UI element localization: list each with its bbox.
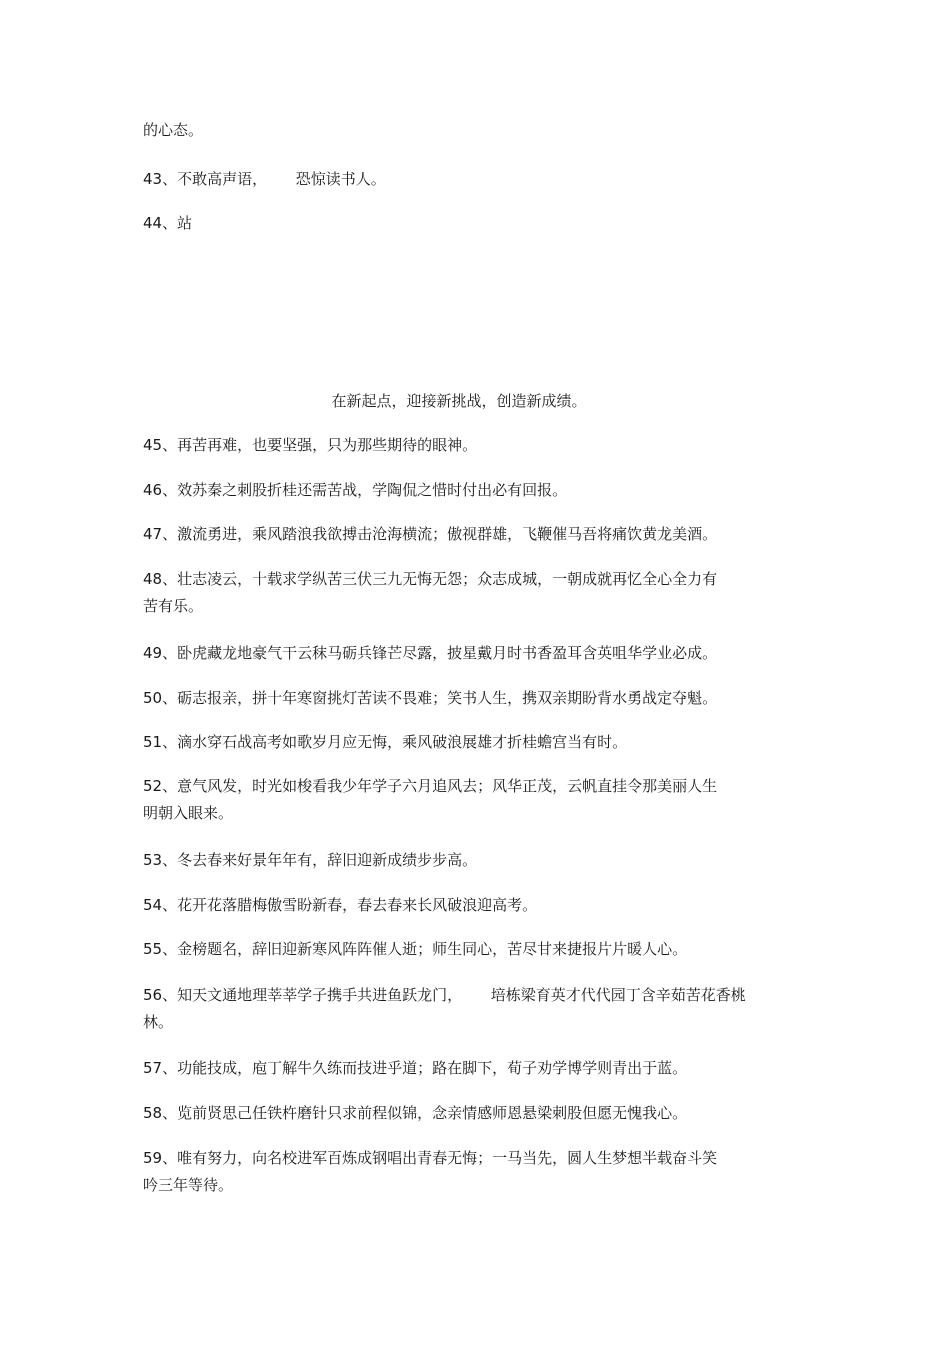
section-heading: 在新起点，迎接新挑战，创造新成绩。 [331,392,587,410]
text-line: 59、唯有努力，向名校进军百炼成钢唱出青春无悔；一马当先，圆人生梦想半载奋斗笑 [143,1149,718,1167]
text-line: 57、功能技成，庖丁解牛久练而技进乎道；路在脚下，荀子劝学博学则青出于蓝。 [143,1059,688,1077]
text-line: 43、不敢高声语， 恐惊读书人。 [143,170,386,188]
text-line: 56、知天文通地理莘莘学子携手共进鱼跃龙门， 培栋梁育英才代代园丁含辛茹苦花香桃 [143,986,746,1004]
text-line: 48、壮志凌云，十载求学纵苦三伏三九无悔无怨；众志成城，一朝成就再忆全心全力有 [143,570,718,588]
text-line: 49、卧虎藏龙地豪气干云秣马砺兵锋芒尽露，披星戴月时书香盈耳含英咀华学业必成。 [143,644,718,662]
text-line: 47、激流勇进，乘风踏浪我欲搏击沧海横流；傲视群雄，飞鞭催马吾将痛饮黄龙美酒。 [143,525,718,543]
text-line: 50、砺志报亲，拼十年寒窗挑灯苦读不畏难；笑书人生，携双亲期盼背水勇战定夺魁。 [143,689,718,707]
text-line: 46、效苏秦之刺股折桂还需苦战，学陶侃之惜时付出必有回报。 [143,481,568,499]
text-line: 44、站 [143,214,193,232]
text-line: 吟三年等待。 [143,1176,234,1194]
text-line: 53、冬去春来好景年年有，辞旧迎新成绩步步高。 [143,851,478,869]
text-line: 林。 [143,1013,174,1031]
text-line: 54、花开花落腊梅傲雪盼新春，春去春来长风破浪迎高考。 [143,896,538,914]
text-line: 51、滴水穿石战高考如歌岁月应无悔，乘风破浪展雄才折桂蟾宫当有时。 [143,733,628,751]
text-line: 58、览前贤思己任铁杵磨针只求前程似锦，念亲情感师恩悬梁刺股但愿无愧我心。 [143,1104,688,1122]
text-line: 明朝入眼来。 [143,804,234,822]
text-line: 的心态。 [143,121,204,139]
text-line: 52、意气风发，时光如梭看我少年学子六月追风去；风华正茂，云帆直挂令那美丽人生 [143,777,718,795]
text-line: 苦有乐。 [143,597,204,615]
text-line: 45、再苦再难，也要坚强，只为那些期待的眼神。 [143,436,478,454]
text-line: 55、金榜题名，辞旧迎新寒风阵阵催人逝；师生同心，苦尽甘来捷报片片暖人心。 [143,940,688,958]
